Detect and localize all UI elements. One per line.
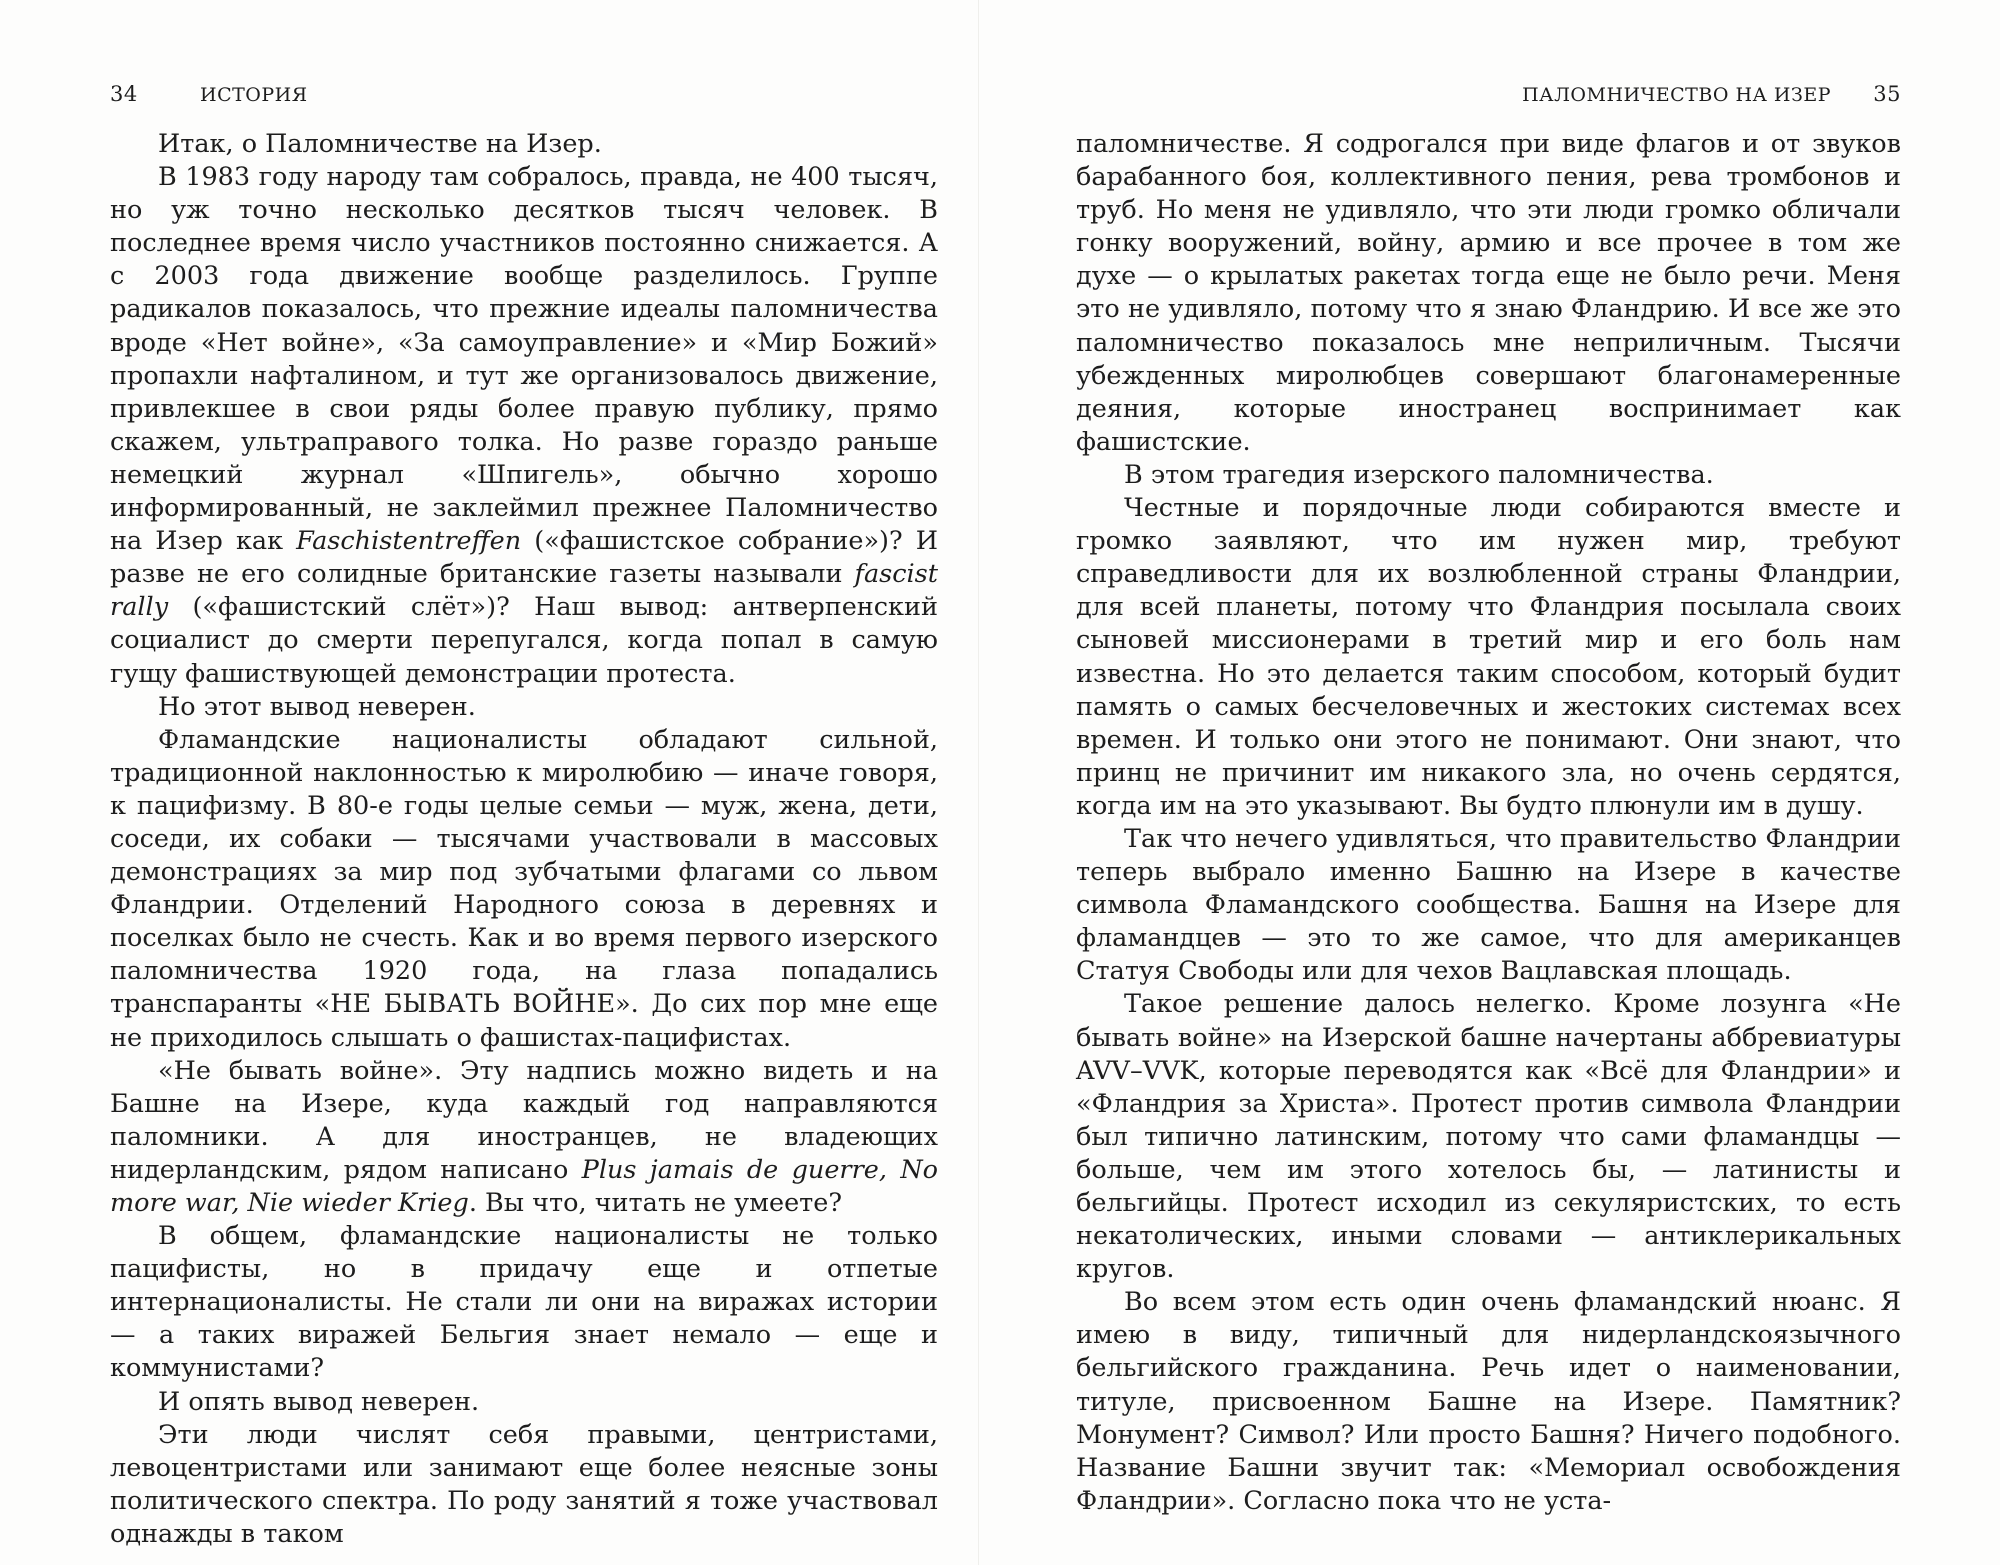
left-page-number: 34 xyxy=(110,82,138,106)
italic-term: Faschistentreffen xyxy=(296,526,522,557)
italic-term: Plus jamais de guerre, No more war, Nie wieder Krieg xyxy=(110,1154,938,1218)
paragraph: В общем, фламандские националисты не только пацифисты, но в придачу еще и отпетые интернационалисты. Не стали ли они на виражах истории — а таких виражей Бельгия знает немало — еще и коммунистами? xyxy=(110,1221,938,1384)
paragraph-continued: паломничестве. Я содрогался при виде флагов и от звуков барабанного боя, коллективного пения, рева тромбонов и труб. Но меня не удивляло, что эти люди громко обличали гонку вооружений, войну, армию и все прочее в том же духе — о крылатых ракетах тогда еще не было речи. Меня это не удивляло, потому что я знаю Фландрию. И все же это паломничество показалось мне неприличным. Тысячи убежденных миролюбцев совершают благонамеренные деяния, которые иностранец воспринимает как фашистские. xyxy=(1076,129,1901,457)
left-header-title: ИСТОРИЯ xyxy=(200,84,308,106)
right-body-text xyxy=(1076,128,1901,1518)
paragraph: Такое решение далось нелегко. Кроме лозунга «Не бывать войне» на Изерской башне начертаны аббревиатуры AVV–VVK, которые переводятся как «Всё для Фландрии» и «Фландрия за Христа». Протест против символа Фландрии был типично латинским, потому что сами фламандцы — больше, чем им этого хотелось бы, — латинисты и бельгийцы. Протест исходил из секуляристских, то есть некатолических, иными словами — антиклерикальных кругов. xyxy=(1076,989,1901,1285)
right-page-number: 35 xyxy=(1873,82,1901,106)
paragraph: Так что нечего удивляться, что правительство Фландрии теперь выбрало именно Башню на Изере в качестве символа Фламандского сообщества. Башня на Изере для фламандцев — это то же самое, что для американцев Статуя Свободы или для чехов Вацлавская площадь. xyxy=(1076,823,1901,987)
right-running-header xyxy=(1076,84,1901,116)
italic-term: fascist rally xyxy=(110,559,938,623)
right-page xyxy=(978,0,2000,1565)
paragraph: «Не бывать войне». Эту надпись можно видеть и на Башне на Изере, куда каждый год направляются паломники. А для иностранцев, не владеющих нидерландским, рядом написано Plus jamais de guerre, No more war, Nie wieder Krieg. Вы что, читать не умеете? xyxy=(110,1055,938,1218)
left-running-header xyxy=(110,84,930,116)
paragraph: И опять вывод неверен. xyxy=(158,1386,480,1417)
paragraph: Итак, о Паломничестве на Изер. xyxy=(158,129,602,159)
paragraph: Но этот вывод неверен. xyxy=(158,691,476,722)
left-page xyxy=(0,0,978,1565)
paragraph: Эти люди числят себя правыми, центристами, левоцентристами или занимают еще более неясные зоны политического спектра. По роду занятий я тоже участвовал однажды в таком xyxy=(110,1419,938,1549)
right-header-title: ПАЛОМНИЧЕСТВО НА ИЗЕР xyxy=(1522,84,1831,106)
paragraph: В этом трагедия изерского паломничества. xyxy=(1124,459,1714,490)
paragraph: В 1983 году народу там собралось, правда, не 400 тысяч, но уж точно несколько десятков тысяч человек. В последнее время число участников постоянно снижается. А с 2003 года движение вообще разделилось. Группе радикалов показалось, что прежние идеалы паломничества вроде «Нет войне», «За самоуправление» и «Мир Божий» пропахли нафталином, и тут же организовалось движение, привлекшее в свои ряды более правую публику, прямо скажем, ультраправого толка. Но разве гораздо раньше немецкий журнал «Шпигель», обычно хорошо информированный, не заклеймил прежнее Паломничество на Изер как Faschistentreffen («фашистское собрание»)? И разве не его солидные британские газеты называли fascist rally («фашистский слёт»)? Наш вывод: антверпенский социалист до смерти перепугался, когда попал в самую гущу фашиствующей демонстрации протеста. xyxy=(110,162,938,689)
paragraph: Честные и порядочные люди собираются вместе и громко заявляют, что им нужен мир, требуют справедливости для их возлюбленной страны Фландрии, для всей планеты, потому что Фландрия посылала своих сыновей миссионерами в третий мир и его боль нам известна. Но это делается таким способом, который будит память о самых бесчеловечных и жестоких системах всех времен. И только они этого не понимают. Они знают, что принц не причинит им никакого зла, но очень сердятся, когда им на это указывают. Вы будто плюнули им в душу. xyxy=(1076,493,1901,821)
paragraph: Во всем этом есть один очень фламандский нюанс. Я имею в виду, типичный для нидерландскоязычного бельгийского гражданина. Речь идет о наименовании, титуле, присвоенном Башне на Изере. Памятник? Монумент? Символ? Или просто Башня? Ничего подобного. Название Башни звучит так: «Мемориал освобождения Фландрии». Согласно пока что не уста- xyxy=(1076,1287,1901,1516)
left-body-text xyxy=(110,128,938,1551)
paragraph: Фламандские националисты обладают сильной, традиционной наклонностью к миролюбию — иначе говоря, к пацифизму. В 80-е годы целые семьи — муж, жена, дети, соседи, их собаки — тысячами участвовали в массовых демонстрациях за мир под зубчатыми флагами со львом Фландрии. Отделений Народного союза в деревнях и поселках было не счесть. Как и во время первого изерского паломничества 1920 года, на глаза попадались транспаранты «НЕ БЫВАТЬ ВОЙНЕ». До сих пор мне еще не приходилось слышать о фашистах-пацифистах. xyxy=(110,724,938,1053)
